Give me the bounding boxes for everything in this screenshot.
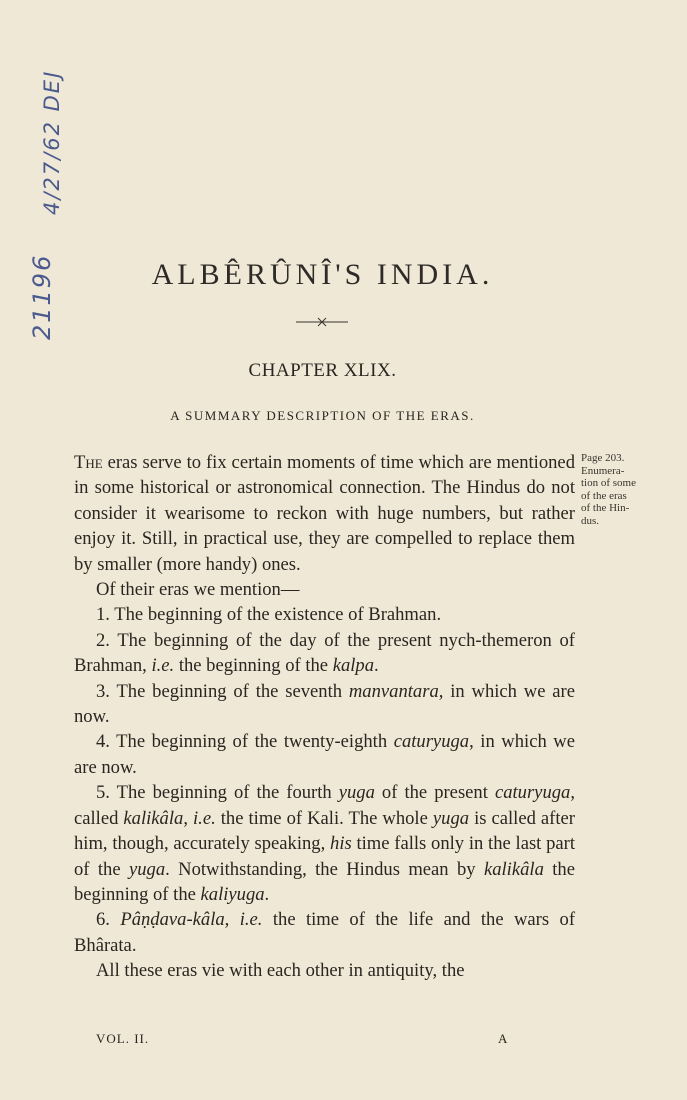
ornament-divider-icon (296, 316, 348, 328)
signature-mark: A (498, 1031, 509, 1046)
handwritten-call-number: 21196 (28, 253, 56, 340)
list-item-5: 5. The beginning of the fourth yuga of the present caturyuga, called kalikâla, i.e. the time of Kali. The whole yuga is called after him, though, accurately speaking, his time falls only in the last part of the yuga. Notwithstanding, the Hindus mean by kalikâla the beginning of the kaliyuga. (74, 782, 576, 905)
handwritten-date-note: 4/27/62 DEJ (40, 69, 64, 215)
margin-note (581, 452, 681, 527)
chapter-subtitle: A SUMMARY DESCRIPTION OF THE ERAS. (170, 408, 475, 423)
margin-note-line: Enumera- (581, 464, 625, 477)
paragraph-intro: The eras serve to fix certain moments of time which are mentioned in some historical or astronomical connection. The Hindus do not consider it wearisome to reckon with huge numbers, but rather enjoy it. Still, in practical use, they are compelled to replace them by smaller (more handy) ones. (74, 452, 575, 575)
list-item-4: 4. The beginning of the twenty-eighth caturyuga, in which we are now. (74, 731, 575, 778)
margin-note-line: dus. (581, 514, 600, 527)
list-item-6: 6. Pâṇḍava-kâla, i.e. the time of the life and the wars of Bhârata. (74, 909, 576, 956)
chapter-heading: CHAPTER XLIX. (248, 360, 397, 381)
drop-word: The (74, 452, 103, 473)
page-title: ALBÊRÛNÎ'S INDIA. (151, 258, 494, 291)
list-item-2: 2. The beginning of the day of the present nych-themeron of Brahman, i.e. the beginning of the kalpa. (74, 629, 575, 677)
margin-note-line: of the Hin- (581, 502, 630, 514)
paragraph-list-intro: Of their eras we mention— (96, 579, 300, 601)
margin-note-line: tion of some (581, 477, 636, 489)
margin-note-line: of the eras (581, 489, 627, 502)
margin-page-reference: Page 203. (581, 452, 625, 464)
paragraph-closing: All these eras vie with each other in antiquity, the (96, 960, 465, 982)
body-text (74, 450, 575, 984)
list-item-3: 3. The beginning of the seventh manvantara, in which we are now. (74, 680, 575, 728)
volume-footer: VOL. II. (96, 1031, 150, 1046)
list-item-1: 1. The beginning of the existence of Brahman. (96, 604, 442, 626)
